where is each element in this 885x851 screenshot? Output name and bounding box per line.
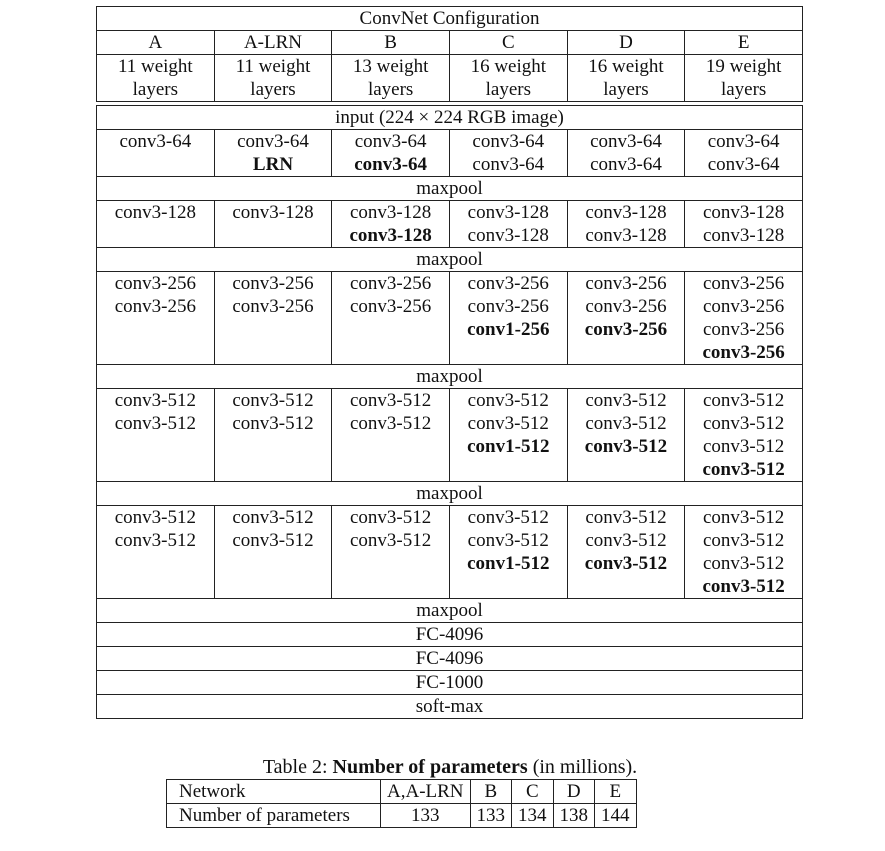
column-header: A [97, 31, 215, 55]
layer-name: conv3-256 [232, 296, 314, 317]
layer-cell [332, 506, 450, 599]
layer-name: conv3-512 [467, 390, 549, 411]
parameters-header-row [167, 780, 637, 804]
layer-cell: FC-1000 [97, 671, 803, 695]
parameters-header-cell: B [470, 780, 512, 804]
layer-cell [214, 389, 332, 482]
layer-name: conv3-64 [237, 131, 309, 152]
layer-name: conv3-256 [350, 296, 432, 317]
layer-cell [332, 201, 450, 248]
layer-cell: maxpool [97, 177, 803, 201]
parameters-value-cell: 138 [553, 804, 595, 828]
layer-row-full [97, 177, 803, 201]
layer-cell [449, 130, 567, 177]
depth-cell [449, 55, 567, 102]
layer-cell [567, 272, 685, 365]
layer-name: conv3-64 [119, 131, 192, 152]
depth-text: layers [367, 79, 414, 100]
layer-cell: maxpool [97, 248, 803, 272]
layer-name: conv3-128 [703, 202, 785, 223]
layer-name: conv3-128 [232, 202, 314, 223]
parameters-value-cell: 144 [595, 804, 637, 828]
layer-name: conv3-512 [232, 507, 314, 528]
layer-name: conv3-512 [585, 413, 667, 434]
layer-name: conv3-128 [114, 202, 196, 223]
layer-name: conv3-512 [585, 390, 667, 411]
depth-cell [97, 55, 215, 102]
layer-name: conv3-512 [350, 390, 432, 411]
layer-name: conv3-256 [114, 296, 196, 317]
column-header: E [685, 31, 803, 55]
layer-name: conv3-64 [590, 131, 662, 152]
depth-cell [685, 55, 803, 102]
depth-text: layers [603, 79, 649, 100]
convnet-configuration-table [96, 6, 803, 719]
layer-name: conv3-512 [703, 390, 785, 411]
layer-name: conv3-256 [467, 296, 549, 317]
depth-text: 19 weight [705, 56, 782, 77]
layer-name: conv3-512 [350, 507, 432, 528]
table-title: ConvNet Configuration [97, 7, 803, 31]
layer-name: conv3-256 [703, 319, 785, 340]
layer-name: conv3-512 [350, 530, 432, 551]
caption-bold: Number of parameters [332, 756, 528, 778]
layer-name: conv3-64 [472, 131, 545, 152]
layer-row-full [97, 695, 803, 719]
column-header-row [97, 31, 803, 55]
layer-name: conv3-512 [585, 507, 667, 528]
layer-cell [567, 201, 685, 248]
layer-name: conv3-256 [585, 296, 667, 317]
parameters-value-row [167, 804, 637, 828]
layer-cell: maxpool [97, 482, 803, 506]
layer-cell [214, 201, 332, 248]
parameters-header-cell: C [512, 780, 554, 804]
layer-name: conv3-512 [114, 390, 196, 411]
depth-text: 11 weight [117, 56, 193, 77]
parameters-header-cell: Network [167, 780, 381, 804]
layer-name: conv3-512 [114, 507, 196, 528]
layer-name: conv3-512 [232, 530, 314, 551]
layer-name: conv3-512 [585, 530, 667, 551]
layer-row-full [97, 248, 803, 272]
depth-cell [332, 55, 450, 102]
layer-cell [685, 389, 803, 482]
layer-name: conv1-256 [467, 319, 550, 340]
parameters-header-cell: E [595, 780, 637, 804]
layer-row-full [97, 482, 803, 506]
layer-cell: FC-4096 [97, 647, 803, 671]
layer-row [97, 272, 803, 365]
layer-cell: maxpool [97, 365, 803, 389]
layer-name: conv3-512 [467, 413, 549, 434]
layer-name: conv3-512 [232, 390, 314, 411]
layer-name: conv3-512 [114, 413, 196, 434]
layer-cell [567, 506, 685, 599]
layer-name: conv3-64 [590, 154, 662, 175]
layer-row [97, 201, 803, 248]
parameters-header-cell: D [553, 780, 595, 804]
layer-cell [332, 389, 450, 482]
layer-name: conv3-512 [584, 553, 668, 574]
layer-name: conv3-512 [702, 459, 785, 480]
parameters-value-cell: 133 [470, 804, 512, 828]
layer-name: conv3-512 [702, 576, 785, 597]
layer-cell [567, 130, 685, 177]
layer-name: conv3-128 [467, 225, 549, 246]
layer-cell [449, 506, 567, 599]
layer-cell: FC-4096 [97, 623, 803, 647]
caption-prefix: Table 2: [262, 756, 333, 778]
layer-name: conv3-128 [703, 225, 785, 246]
layer-cell [214, 272, 332, 365]
layer-name: conv3-64 [354, 154, 428, 175]
depth-text: layers [132, 79, 179, 100]
depth-text: layers [250, 79, 296, 100]
layer-name: conv1-512 [467, 553, 550, 574]
layer-cell [97, 389, 215, 482]
layer-name: conv3-256 [584, 319, 668, 340]
depth-text: 11 weight [235, 56, 311, 77]
layer-cell [449, 201, 567, 248]
layer-name: conv3-512 [114, 530, 196, 551]
layer-name: conv3-64 [707, 154, 780, 175]
layer-row [97, 130, 803, 177]
layer-cell [332, 272, 450, 365]
column-header: A-LRN [214, 31, 332, 55]
layer-cell [97, 506, 215, 599]
layer-cell [214, 130, 332, 177]
column-header: C [449, 31, 567, 55]
layer-cell [97, 201, 215, 248]
layer-cell [449, 389, 567, 482]
layer-name: conv3-256 [702, 342, 785, 363]
parameters-value-cell: Number of parameters [167, 804, 381, 828]
caption-suffix: (in millions). [527, 756, 638, 778]
layer-name: conv3-512 [703, 530, 785, 551]
layer-name: conv3-256 [703, 273, 785, 294]
parameters-header-cell: A,A-LRN [381, 780, 471, 804]
column-header: D [567, 31, 685, 55]
title-row [97, 7, 803, 31]
layer-row-full [97, 599, 803, 623]
layer-cell [685, 272, 803, 365]
layer-name: conv3-256 [350, 273, 432, 294]
depth-text: 13 weight [352, 56, 429, 77]
layer-name: conv3-128 [349, 225, 432, 246]
depth-text: 16 weight [588, 56, 664, 77]
layer-name: conv3-256 [114, 273, 196, 294]
layer-cell [685, 201, 803, 248]
layer-name: conv3-512 [703, 507, 785, 528]
layer-name: conv3-64 [707, 131, 780, 152]
layer-name: conv3-512 [703, 553, 785, 574]
layer-name: conv3-256 [703, 296, 785, 317]
table-2-caption [0, 756, 885, 779]
parameters-value-cell: 133 [381, 804, 471, 828]
layer-name: conv3-512 [467, 507, 549, 528]
layer-cell [214, 506, 332, 599]
depth-row [97, 55, 803, 102]
layer-cell [97, 130, 215, 177]
layer-row-full [97, 647, 803, 671]
layer-row-full [97, 623, 803, 647]
layer-cell [567, 389, 685, 482]
depth-text: layers [485, 79, 531, 100]
layer-name: conv3-512 [350, 413, 432, 434]
layer-cell: soft-max [97, 695, 803, 719]
depth-cell [567, 55, 685, 102]
layer-name: conv3-512 [232, 413, 314, 434]
layer-cell [332, 130, 450, 177]
layer-row-full [97, 106, 803, 130]
layer-name: conv3-64 [472, 154, 545, 175]
depth-text: 16 weight [470, 56, 547, 77]
layer-name: conv3-512 [584, 436, 668, 457]
layer-name: conv3-128 [585, 225, 667, 246]
layer-cell [685, 506, 803, 599]
layer-name: LRN [252, 154, 294, 175]
column-header: B [332, 31, 450, 55]
layer-name: conv3-256 [467, 273, 549, 294]
layer-name: conv3-64 [354, 131, 427, 152]
layer-name: conv3-512 [467, 530, 549, 551]
layer-cell [449, 272, 567, 365]
layer-name: conv3-512 [703, 436, 785, 457]
layer-cell [97, 272, 215, 365]
layer-name: conv1-512 [467, 436, 550, 457]
parameters-table [166, 779, 637, 828]
layer-cell: maxpool [97, 599, 803, 623]
layer-name: conv3-128 [350, 202, 432, 223]
layer-cell [685, 130, 803, 177]
depth-text: layers [720, 79, 767, 100]
layer-row-full [97, 671, 803, 695]
layer-cell: input (224 × 224 RGB image) [97, 106, 803, 130]
layer-row-full [97, 365, 803, 389]
layer-name: conv3-128 [585, 202, 667, 223]
layer-name: conv3-128 [467, 202, 549, 223]
layer-row [97, 506, 803, 599]
layer-name: conv3-256 [232, 273, 314, 294]
layer-name: conv3-512 [703, 413, 785, 434]
layer-row [97, 389, 803, 482]
layer-name: conv3-256 [585, 273, 667, 294]
depth-cell [214, 55, 332, 102]
parameters-value-cell: 134 [512, 804, 554, 828]
